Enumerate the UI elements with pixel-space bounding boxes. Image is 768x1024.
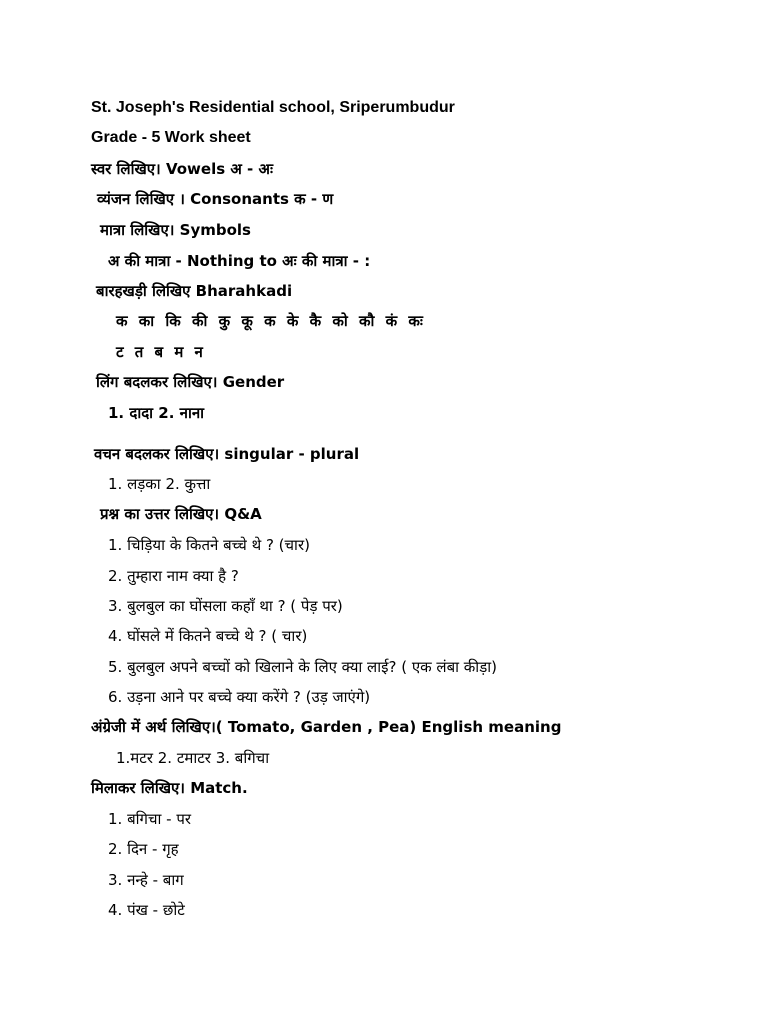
question-item: 4. घोंसले में कितने बच्चे थे ? ( चार) [108, 627, 308, 645]
gender-heading: लिंग बदलकर लिखिए। Gender [96, 373, 285, 391]
qa-heading: प्रश्न का उत्तर लिखिए। Q&A [100, 505, 262, 523]
english-meaning-items: 1.मटर 2. टमाटर 3. बगिचा [116, 749, 270, 767]
question-item: 2. तुम्हारा नाम क्या है ? [108, 567, 239, 585]
match-item: 1. बगिचा - पर [108, 810, 191, 828]
barahkhadi-letters-row: ट त ब म न [116, 343, 203, 361]
question-item: 3. बुलबुल का घोंसला कहाँ था ? ( पेड़ पर) [108, 597, 343, 615]
question-item: 6. उड़ना आने पर बच्चे क्या करेंगे ? (उड़ जाएंगे) [108, 688, 371, 706]
match-item: 2. दिन - गृह [108, 840, 179, 858]
school-name: St. Joseph's Residential school, Sriperumbudur [91, 99, 455, 116]
gender-items: 1. दादा 2. नाना [108, 404, 205, 422]
match-heading: मिलाकर लिखिए। Match. [91, 779, 248, 797]
question-item: 1. चिड़िया के कितने बच्चे थे ? (चार) [108, 536, 310, 554]
question-item: 5. बुलबुल अपने बच्चों को खिलाने के लिए क्या लाई? ( एक लंबा कीड़ा) [108, 658, 497, 676]
number-heading: वचन बदलकर लिखिए। singular - plural [94, 445, 360, 463]
barahkhadi-heading: बारहखड़ी लिखिए Bharahkadi [96, 282, 293, 300]
grade-title: Grade - 5 Work sheet [91, 129, 251, 146]
english-meaning-heading: अंग्रेजी में अर्थ लिखिए।( Tomato, Garden , Pea) English meaning [91, 718, 562, 736]
number-items: 1. लड़का 2. कुत्ता [108, 475, 211, 493]
barahkhadi-ka-row: क का कि की कु कू क के कै को कौ कं कः [116, 312, 423, 330]
matra-heading: मात्रा लिखिए। Symbols [100, 221, 251, 239]
vowels-heading: स्वर लिखिए। Vowels अ - अः [91, 160, 273, 178]
match-item: 3. नन्हे - बाग [108, 871, 184, 889]
match-item: 4. पंख - छोटे [108, 901, 185, 919]
consonants-heading: व्यंजन लिखिए । Consonants क - ण [97, 190, 334, 208]
matra-range: अ की मात्रा - Nothing to अः की मात्रा - : [108, 252, 371, 270]
